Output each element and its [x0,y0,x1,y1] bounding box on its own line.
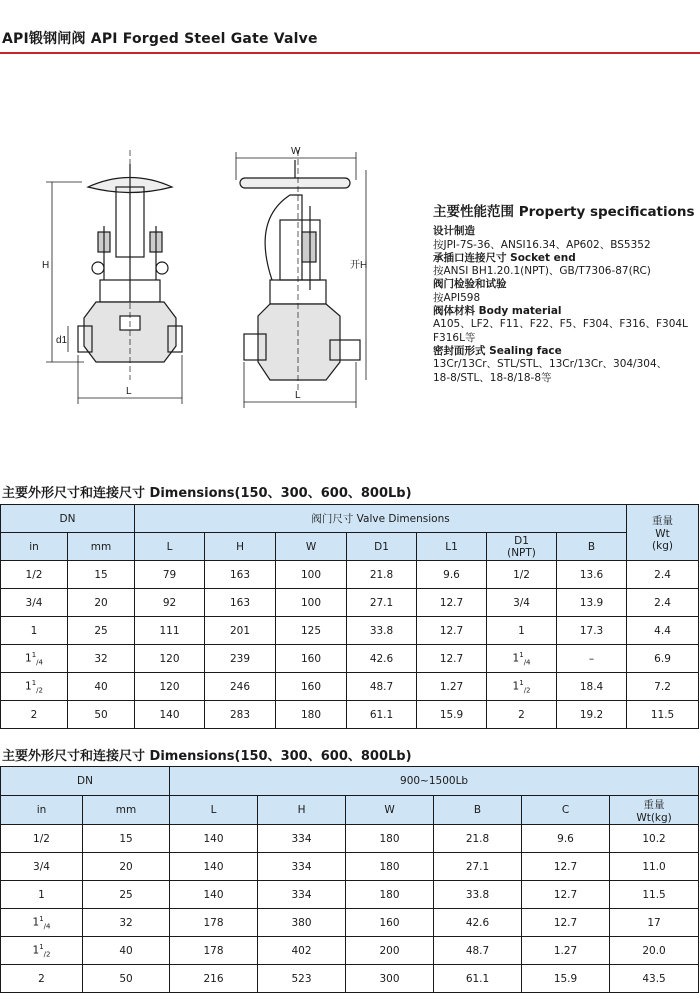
cell-mm: 50 [68,701,135,729]
cell-c: 12.7 [522,853,610,881]
cell-l: 216 [170,965,258,993]
spec-line: F316L等 [433,331,476,344]
cell-l: 92 [135,589,205,617]
cell-w: 180 [276,701,347,729]
spec-line: 承插口连接尺寸 Socket end [433,251,576,264]
header-mm: mm [68,533,135,561]
header-valve-dimensions: 阀门尺寸 Valve Dimensions [135,505,627,533]
cell-l1: 1.27 [417,673,487,701]
cell-mm: 25 [83,881,170,909]
table1-title: 主要外形尺寸和连接尺寸 Dimensions(150、300、600、800Lb) [2,486,412,501]
cell-in: 1 [1,617,68,645]
cell-l: 120 [135,673,205,701]
cell-b: 18.4 [557,673,627,701]
cell-wt: 11.5 [627,701,699,729]
table-row [1,701,699,729]
cell-w: 300 [346,965,434,993]
cell-c: 15.9 [522,965,610,993]
table-row [1,645,699,673]
header-c: C [522,796,610,825]
dim-label-w: W [291,146,301,157]
cell-l: 140 [170,881,258,909]
cell-npt: 1/2 [487,561,557,589]
cell-in: 2 [1,965,83,993]
cell-npt: 3/4 [487,589,557,617]
cell-b: – [557,645,627,673]
cell-w: 180 [346,853,434,881]
specs-heading: 主要性能范围 Property specifications [433,204,695,220]
cell-h: 523 [258,965,346,993]
table-row [1,561,699,589]
cell-w: 160 [276,673,347,701]
cell-h: 402 [258,937,346,965]
cell-b: 13.6 [557,561,627,589]
cell-l: 178 [170,909,258,937]
cell-l1: 9.6 [417,561,487,589]
cell-d1: 27.1 [347,589,417,617]
spec-line: 阀体材料 Body material [433,305,562,318]
cell-wt: 20.0 [610,937,699,965]
spec-line: 按JPI-7S-36、ANSI16.34、AP602、BS5352 [433,238,651,251]
dimensions-table-150-800lb [0,504,699,729]
cell-c: 1.27 [522,937,610,965]
header-w: W [276,533,347,561]
valve-drawing [40,140,370,415]
cell-h: 380 [258,909,346,937]
side-yoke [265,195,302,280]
cell-mm: 25 [68,617,135,645]
cell-d1: 42.6 [347,645,417,673]
cell-mm: 40 [83,937,170,965]
cell-in: 3/4 [1,853,83,881]
cell-in: 1 [1,881,83,909]
cell-npt: 1 [487,617,557,645]
cell-in: $1^1_{/4}$ [1,645,68,673]
page-title: API锻钢闸阀 API Forged Steel Gate Valve [2,31,318,47]
cell-l: 79 [135,561,205,589]
cell-c: 9.6 [522,825,610,853]
cell-in: $1^1_{/2}$ [1,673,68,701]
header-pressure-class: 900~1500Lb [170,767,699,796]
header-in: in [1,796,83,825]
header-b: B [434,796,522,825]
spec-line: 按API598 [433,291,481,304]
cell-b: 21.8 [434,825,522,853]
table-row [1,589,699,617]
header-w: W [346,796,434,825]
cell-in: 3/4 [1,589,68,617]
cell-l1: 12.7 [417,589,487,617]
table2-title: 主要外形尺寸和连接尺寸 Dimensions(150、300、600、800Lb) [2,749,412,764]
cell-l: 140 [170,853,258,881]
cell-npt: $1^1_{/2}$ [487,673,557,701]
spec-line: 13Cr/13Cr、STL/STL、13Cr/13Cr、304/304、 [433,358,668,371]
cell-mm: 40 [68,673,135,701]
header-b: B [557,533,627,561]
cell-l1: 12.7 [417,645,487,673]
spec-line: A105、LF2、F11、F22、F5、F304、F316、F304L [433,318,688,331]
cell-in: $1^1_{/2}$ [1,937,83,965]
cell-wt: 7.2 [627,673,699,701]
cell-wt: 11.5 [610,881,699,909]
dimensions-table-900-1500lb [0,766,699,993]
cell-mm: 32 [68,645,135,673]
cell-h: 239 [205,645,276,673]
cell-d1: 48.7 [347,673,417,701]
cell-l: 120 [135,645,205,673]
cell-w: 125 [276,617,347,645]
cell-d1: 33.8 [347,617,417,645]
cell-l1: 12.7 [417,617,487,645]
cell-w: 200 [346,937,434,965]
cell-wt: 10.2 [610,825,699,853]
table-row [1,881,699,909]
spec-line: 设计制造 [433,225,475,238]
cell-b: 42.6 [434,909,522,937]
cell-wt: 11.0 [610,853,699,881]
cell-h: 163 [205,589,276,617]
cell-w: 180 [346,825,434,853]
cell-wt: 2.4 [627,589,699,617]
cell-h: 246 [205,673,276,701]
cell-npt: 2 [487,701,557,729]
dim-label-l-front: L [126,386,132,397]
header-in: in [1,533,68,561]
cell-b: 17.3 [557,617,627,645]
cell-in: 2 [1,701,68,729]
property-specifications [433,206,698,385]
cell-mm: 50 [83,965,170,993]
header-l1: L1 [417,533,487,561]
cell-c: 12.7 [522,909,610,937]
header-h: H [258,796,346,825]
cell-b: 48.7 [434,937,522,965]
cell-wt: 6.9 [627,645,699,673]
cell-l: 178 [170,937,258,965]
header-d1: D1 [347,533,417,561]
cell-wt: 17 [610,909,699,937]
cell-b: 13.9 [557,589,627,617]
title-rule [0,52,700,54]
dim-label-h: H [42,260,50,271]
cell-w: 160 [346,909,434,937]
table-row [1,825,699,853]
cell-mm: 15 [68,561,135,589]
cell-w: 100 [276,561,347,589]
cell-b: 61.1 [434,965,522,993]
cell-npt: $1^1_{/4}$ [487,645,557,673]
cell-mm: 15 [83,825,170,853]
cell-h: 201 [205,617,276,645]
cell-in: 1/2 [1,825,83,853]
cell-mm: 20 [83,853,170,881]
cell-mm: 32 [83,909,170,937]
header-dn: DN [1,505,135,533]
cell-h: 334 [258,853,346,881]
cell-l: 140 [170,825,258,853]
header-dn: DN [1,767,170,796]
cell-h: 334 [258,881,346,909]
cell-wt: 4.4 [627,617,699,645]
cell-c: 12.7 [522,881,610,909]
cell-d1: 21.8 [347,561,417,589]
cell-l: 111 [135,617,205,645]
table-row [1,617,699,645]
spec-line: 阀门检验和试验 [433,278,507,291]
side-bonnet [270,280,326,304]
dim-label-d1: d1 [56,335,68,346]
spec-line: 18-8/STL、18-8/18-8等 [433,371,552,384]
table-row [1,853,699,881]
spec-line: 密封面形式 Sealing face [433,344,562,357]
header-l: L [170,796,258,825]
cell-h: 283 [205,701,276,729]
cell-wt: 2.4 [627,561,699,589]
cell-in: $1^1_{/4}$ [1,909,83,937]
cell-w: 160 [276,645,347,673]
dim-label-l-side: L [295,390,301,401]
cell-d1: 61.1 [347,701,417,729]
cell-b: 33.8 [434,881,522,909]
cell-w: 180 [346,881,434,909]
cell-h: 334 [258,825,346,853]
header-weight: 重量 Wt (kg) [627,505,699,561]
table-row [1,965,699,993]
side-body [258,304,340,380]
cell-h: 163 [205,561,276,589]
header-l: L [135,533,205,561]
cell-b: 19.2 [557,701,627,729]
specs-list [433,225,698,385]
cell-wt: 43.5 [610,965,699,993]
cell-w: 100 [276,589,347,617]
header-weight: 重量 Wt(kg) [610,796,699,825]
spec-line: 按ANSI BH1.20.1(NPT)、GB/T7306-87(RC) [433,265,651,278]
dim-label-open-h: 开H [350,260,368,271]
cell-in: 1/2 [1,561,68,589]
cell-b: 27.1 [434,853,522,881]
header-mm: mm [83,796,170,825]
table-row [1,909,699,937]
side-handwheel [240,178,350,188]
header-h: H [205,533,276,561]
cell-l1: 15.9 [417,701,487,729]
cell-l: 140 [135,701,205,729]
table-row [1,673,699,701]
header-d1-npt: D1 (NPT) [487,533,557,561]
cell-mm: 20 [68,589,135,617]
table-row [1,937,699,965]
